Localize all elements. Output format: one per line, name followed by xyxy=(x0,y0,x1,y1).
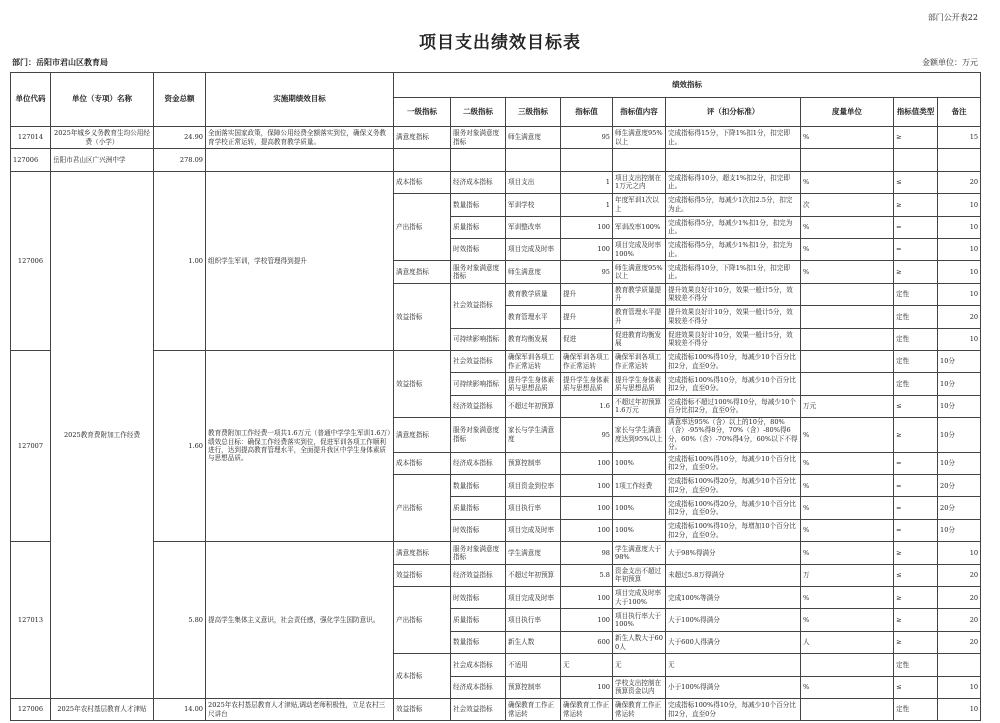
indicator-value: 95 xyxy=(561,127,613,149)
header-measure: 度量单位 xyxy=(801,98,894,127)
indicator-level3: 家长与学生满意度 xyxy=(506,418,561,453)
indicator-type: ≥ xyxy=(894,194,938,216)
indicator-content: 项目完成及时率100% xyxy=(613,238,666,260)
project-name: 2025年农村基层教育人才津贴 xyxy=(51,699,154,721)
indicator-note: 10 xyxy=(938,676,981,698)
indicator-level3: 预算控制率 xyxy=(506,452,561,474)
header-standard: 评（扣分标准） xyxy=(666,98,801,127)
indicator-type: 定性 xyxy=(894,699,938,721)
indicator-measure xyxy=(801,306,894,328)
indicator-level1: 满意度指标 xyxy=(394,542,451,564)
indicator-level2: 质量指标 xyxy=(451,497,506,519)
indicator-level1: 满意度指标 xyxy=(394,418,451,453)
indicator-standard: 提升效果良好计10分，效果一般计5分，效果较差不得分 xyxy=(666,283,801,305)
indicator-level3: 学生满意度 xyxy=(506,542,561,564)
indicator-value: 无 xyxy=(561,654,613,676)
performance-goal: 教育费附加工作经费一项共1.6万元（普通中学学生军训1.6万）绩效总目标：确保工作经费落实到位，促进军训各项工作顺利进行，达到提高教育管理水平，全面提升我区中学生身体素质与思想品质。 xyxy=(206,350,394,541)
indicator-level3: 教育均衡发展 xyxy=(506,328,561,350)
indicator-content: 学生满意度大于98% xyxy=(613,542,666,564)
indicator-value: 100 xyxy=(561,519,613,541)
indicator-note: 10分 xyxy=(938,452,981,474)
indicator-measure: % xyxy=(801,609,894,631)
indicator-standard: 未超过5.8万得满分 xyxy=(666,564,801,586)
header-level2: 二级指标 xyxy=(451,98,506,127)
indicator-note: 10分 xyxy=(938,519,981,541)
performance-goal: 2025年农村基层教育人才津贴,调动老师积极性，立足农村三尺讲台 xyxy=(206,699,394,721)
indicator-level1: 效益指标 xyxy=(394,699,451,721)
indicator-standard: 完成指标得5分，每减少1%扣1分，扣完为止。 xyxy=(666,238,801,260)
indicator-note: 20 xyxy=(938,564,981,586)
indicator-level2: 数量指标 xyxy=(451,194,506,216)
indicator-note: 20分 xyxy=(938,497,981,519)
indicator-level3: 项目完成及时率 xyxy=(506,238,561,260)
indicator-value: 600 xyxy=(561,631,613,653)
indicator-level1: 成本指标 xyxy=(394,171,451,193)
indicator-level2: 质量指标 xyxy=(451,609,506,631)
indicator-content: 新生人数大于600人 xyxy=(613,631,666,653)
indicator-value: 1.6 xyxy=(561,395,613,417)
department-label: 部门：岳阳市君山区教育局 xyxy=(12,57,108,67)
unit-code: 127006 xyxy=(11,171,51,350)
indicator-value: 提升 xyxy=(561,306,613,328)
indicator-level2: 经济成本指标 xyxy=(451,452,506,474)
indicator-level2: 时效指标 xyxy=(451,238,506,260)
indicator-level3 xyxy=(506,149,561,171)
fund-amount: 14.00 xyxy=(154,699,206,721)
indicator-value: 5.8 xyxy=(561,564,613,586)
indicator-type: ≥ xyxy=(894,261,938,283)
indicator-standard: 大于98%得满分 xyxy=(666,542,801,564)
indicator-standard: 完成指标100%得10分，每减少10个百分比扣2分，直至0分。 xyxy=(666,350,801,372)
indicator-type: 定性 xyxy=(894,350,938,372)
indicator-measure: % xyxy=(801,261,894,283)
fund-amount: 278.09 xyxy=(154,149,206,171)
fund-amount: 24.90 xyxy=(154,127,206,149)
indicator-level1: 满意度指标 xyxy=(394,261,451,283)
indicator-level3: 项目完成及时率 xyxy=(506,587,561,609)
indicator-note: 10分 xyxy=(938,395,981,417)
indicator-content: 确保教育工作正常运转 xyxy=(613,699,666,721)
indicator-level1: 产出指标 xyxy=(394,194,451,261)
indicator-measure: 万元 xyxy=(801,395,894,417)
indicator-measure: % xyxy=(801,452,894,474)
indicator-measure: % xyxy=(801,418,894,453)
indicator-measure: % xyxy=(801,676,894,698)
indicator-measure: 万 xyxy=(801,564,894,586)
indicator-value: 确保教育工作正常运转 xyxy=(561,699,613,721)
page-title: 项目支出绩效目标表 xyxy=(419,33,581,53)
header-goal: 实施期绩效目标 xyxy=(206,73,394,127)
indicator-type: ≥ xyxy=(894,609,938,631)
indicator-level2: 数量指标 xyxy=(451,631,506,653)
indicator-measure: % xyxy=(801,475,894,497)
indicator-measure: 人 xyxy=(801,631,894,653)
indicator-level1: 满意度指标 xyxy=(394,127,451,149)
indicator-type: 定性 xyxy=(894,283,938,305)
indicator-measure xyxy=(801,350,894,372)
indicator-note: 20 xyxy=(938,171,981,193)
indicator-standard: 无 xyxy=(666,654,801,676)
indicator-content: 教育管理水平提升 xyxy=(613,306,666,328)
indicator-content: 学校支出控制在预算资金以内 xyxy=(613,676,666,698)
indicator-measure: % xyxy=(801,127,894,149)
indicator-value: 100 xyxy=(561,676,613,698)
indicator-type: ≤ xyxy=(894,395,938,417)
indicator-note xyxy=(938,149,981,171)
indicator-measure xyxy=(801,373,894,395)
unit-code: 127006 xyxy=(11,699,51,721)
indicator-standard: 完成指标100%得10分，每减少10个百分比扣2分，直至0分。 xyxy=(666,452,801,474)
indicator-measure: % xyxy=(801,216,894,238)
indicator-value: 1 xyxy=(561,171,613,193)
indicator-standard: 完成指标得10分，超支1%扣2分，扣完即止。 xyxy=(666,171,801,193)
indicator-standard: 完成指标得5分，每减少1%扣1分，扣完为止。 xyxy=(666,216,801,238)
indicator-level3: 预算控制率 xyxy=(506,676,561,698)
indicator-type: ≤ xyxy=(894,564,938,586)
indicator-standard: 完成100%等满分 xyxy=(666,587,801,609)
indicator-type: ≤ xyxy=(894,676,938,698)
indicator-level3: 不超过年初预算 xyxy=(506,395,561,417)
indicator-level3: 军训学校 xyxy=(506,194,561,216)
indicator-content: 100% xyxy=(613,519,666,541)
indicator-standard: 完成指标100%得10分，每减少10个百分比扣2分，直至0分。 xyxy=(666,373,801,395)
indicator-type: = xyxy=(894,216,938,238)
project-name: 2025年城乡义务教育生均公用经费（小学） xyxy=(51,127,154,149)
indicator-value: 98 xyxy=(561,542,613,564)
indicator-level2: 时效指标 xyxy=(451,587,506,609)
indicator-value: 95 xyxy=(561,261,613,283)
indicator-standard xyxy=(666,149,801,171)
indicator-level1: 成本指标 xyxy=(394,452,451,474)
indicator-standard: 完成指标得10分，下降1%扣1分，扣完即止。 xyxy=(666,261,801,283)
indicator-content: 资金支出不超过年初预算 xyxy=(613,564,666,586)
indicator-note xyxy=(938,654,981,676)
indicator-level3: 确保军训各项工作正常运转 xyxy=(506,350,561,372)
indicator-content: 年度军训1次以上 xyxy=(613,194,666,216)
performance-goal: 全面落实国家政策，保障公用经费全额落实到位，确保义务教育学校正常运转，提高教育教学质量。 xyxy=(206,127,394,149)
indicator-measure xyxy=(801,654,894,676)
indicator-note: 20 xyxy=(938,306,981,328)
indicator-type: 定性 xyxy=(894,306,938,328)
indicator-content: 100% xyxy=(613,497,666,519)
indicator-measure: % xyxy=(801,542,894,564)
indicator-measure: 次 xyxy=(801,194,894,216)
indicator-level3: 军训整改率 xyxy=(506,216,561,238)
indicator-note: 10 xyxy=(938,261,981,283)
indicator-standard: 提升效果良好计10分，效果一般计5分，效果较差不得分 xyxy=(666,306,801,328)
indicator-type: ≥ xyxy=(894,542,938,564)
indicator-content: 促进教育均衡发展 xyxy=(613,328,666,350)
performance-goal: 提高学生集体主义意识，社会责任感，强化学生国防意识。 xyxy=(206,542,394,699)
table-row xyxy=(11,127,981,149)
amount-unit-label: 金额单位：万元 xyxy=(922,58,978,67)
indicator-level2: 经济效益指标 xyxy=(451,564,506,586)
indicator-note: 20 xyxy=(938,609,981,631)
indicator-standard: 完成指标100%得20分，每减少10个百分比扣2分，直至0分。 xyxy=(666,497,801,519)
header-note: 备注 xyxy=(938,98,981,127)
indicator-value: 促进 xyxy=(561,328,613,350)
indicator-value: 100 xyxy=(561,452,613,474)
indicator-content: 师生满意度95%以上 xyxy=(613,127,666,149)
indicator-level2: 社会效益指标 xyxy=(451,350,506,372)
fund-amount: 5.80 xyxy=(154,542,206,699)
header-content: 指标值内容 xyxy=(613,98,666,127)
indicator-level2: 可持续影响指标 xyxy=(451,328,506,350)
header-indicators: 绩效指标 xyxy=(394,73,981,98)
indicator-type: = xyxy=(894,452,938,474)
indicator-content: 提升学生身体素质与思想品质 xyxy=(613,373,666,395)
indicator-content xyxy=(613,149,666,171)
indicator-note: 10 xyxy=(938,699,981,721)
unit-code: 127006 xyxy=(11,149,51,171)
indicator-value: 100 xyxy=(561,497,613,519)
indicator-note: 10 xyxy=(938,328,981,350)
indicator-level3: 提升学生身体素质与思想品质 xyxy=(506,373,561,395)
indicator-level2: 可持续影响指标 xyxy=(451,373,506,395)
indicator-level3: 不适用 xyxy=(506,654,561,676)
header-name: 单位（专项）名称 xyxy=(51,73,154,127)
indicator-level1: 成本指标 xyxy=(394,654,451,699)
indicator-level1: 效益指标 xyxy=(394,283,451,350)
table-row xyxy=(11,350,981,372)
indicator-type: ≤ xyxy=(894,171,938,193)
indicator-level2: 服务对象满意度指标 xyxy=(451,261,506,283)
indicator-content: 项目执行率大于100% xyxy=(613,609,666,631)
performance-target-table xyxy=(10,72,981,721)
indicator-note: 10 xyxy=(938,542,981,564)
indicator-content: 项目支出控制在1万元之内 xyxy=(613,171,666,193)
indicator-type xyxy=(894,149,938,171)
unit-code: 127007 xyxy=(11,350,51,541)
indicator-type: = xyxy=(894,519,938,541)
indicator-standard: 完成指标得5分，每减少1次扣2.5分，扣完为止。 xyxy=(666,194,801,216)
indicator-measure: % xyxy=(801,171,894,193)
indicator-value: 100 xyxy=(561,475,613,497)
indicator-standard: 满意率达95%（含）以上的10分，80%（含）-95%得8分，70%（含）-80%得6分，60%（含）-70%得4分，60%以下不得分。 xyxy=(666,418,801,453)
performance-goal xyxy=(206,149,394,171)
indicator-level2: 社会效益指标 xyxy=(451,283,506,328)
form-number: 部门公开表22 xyxy=(927,13,978,22)
indicator-level1: 产出指标 xyxy=(394,475,451,542)
indicator-content: 军训改率100% xyxy=(613,216,666,238)
indicator-value xyxy=(561,149,613,171)
indicator-level3: 教育教学质量 xyxy=(506,283,561,305)
indicator-type: 定性 xyxy=(894,654,938,676)
indicator-measure: % xyxy=(801,587,894,609)
indicator-level1 xyxy=(394,149,451,171)
indicator-note: 20 xyxy=(938,631,981,653)
indicator-value: 95 xyxy=(561,418,613,453)
indicator-content: 100% xyxy=(613,452,666,474)
fund-amount: 1.60 xyxy=(154,350,206,541)
indicator-standard: 完成指标得15分，下降1%扣1分，扣完即止。 xyxy=(666,127,801,149)
indicator-level2: 经济成本指标 xyxy=(451,171,506,193)
indicator-level2 xyxy=(451,149,506,171)
indicator-note: 10 xyxy=(938,194,981,216)
indicator-level3: 项目支出 xyxy=(506,171,561,193)
indicator-level3: 教育管理水平 xyxy=(506,306,561,328)
indicator-note: 10分 xyxy=(938,373,981,395)
indicator-level2: 社会效益指标 xyxy=(451,699,506,721)
indicator-level3: 师生满意度 xyxy=(506,261,561,283)
indicator-standard: 完成指标100%得10分，每增加10个百分比扣2分，直至0分。 xyxy=(666,519,801,541)
indicator-measure xyxy=(801,283,894,305)
indicator-note: 15 xyxy=(938,127,981,149)
table-row xyxy=(11,699,981,721)
header-level3: 三级指标 xyxy=(506,98,561,127)
indicator-type: = xyxy=(894,475,938,497)
indicator-level3: 不超过年初预算 xyxy=(506,564,561,586)
indicator-level2: 数量指标 xyxy=(451,475,506,497)
indicator-level3: 项目资金到位率 xyxy=(506,475,561,497)
indicator-type: = xyxy=(894,238,938,260)
indicator-type: 定性 xyxy=(894,373,938,395)
indicator-measure xyxy=(801,699,894,721)
indicator-note: 10分 xyxy=(938,418,981,453)
indicator-level2: 质量指标 xyxy=(451,216,506,238)
indicator-level2: 社会成本指标 xyxy=(451,654,506,676)
indicator-content: 师生满意度95%以上 xyxy=(613,261,666,283)
table-row xyxy=(11,149,981,171)
indicator-content: 项目完成及时率大于100% xyxy=(613,587,666,609)
indicator-level1: 效益指标 xyxy=(394,564,451,586)
indicator-standard: 完成指标不超过100%得10分，每减少10个百分比扣2分，直至0分。 xyxy=(666,395,801,417)
indicator-level2: 服务对象满意度指标 xyxy=(451,418,506,453)
indicator-value: 100 xyxy=(561,238,613,260)
indicator-type: 定性 xyxy=(894,328,938,350)
indicator-measure: % xyxy=(801,519,894,541)
indicator-level3: 项目完成及时率 xyxy=(506,519,561,541)
indicator-note: 20分 xyxy=(938,475,981,497)
indicator-value: 1 xyxy=(561,194,613,216)
table-row xyxy=(11,542,981,564)
indicator-level2: 服务对象满意度指标 xyxy=(451,542,506,564)
indicator-level3: 师生满意度 xyxy=(506,127,561,149)
performance-goal: 组织学生军训，学校管理得到提升 xyxy=(206,171,394,350)
indicator-note: 10 xyxy=(938,216,981,238)
indicator-level2: 经济成本指标 xyxy=(451,676,506,698)
indicator-measure: % xyxy=(801,497,894,519)
indicator-level3: 项目执行率 xyxy=(506,609,561,631)
indicator-value: 100 xyxy=(561,609,613,631)
indicator-measure xyxy=(801,328,894,350)
indicator-content: 确保军训各项工作正常运转 xyxy=(613,350,666,372)
indicator-level1: 效益指标 xyxy=(394,350,451,417)
indicator-standard: 大于100%得满分 xyxy=(666,609,801,631)
unit-code: 127014 xyxy=(11,127,51,149)
indicator-content: 1项工作经费 xyxy=(613,475,666,497)
indicator-type: ≥ xyxy=(894,127,938,149)
table-body xyxy=(11,127,981,721)
indicator-type: ≥ xyxy=(894,418,938,453)
indicator-level2: 时效指标 xyxy=(451,519,506,541)
project-name: 岳阳市君山区广兴洲中学 xyxy=(51,149,154,171)
indicator-measure xyxy=(801,149,894,171)
header-value: 指标值 xyxy=(561,98,613,127)
indicator-value: 确保军训各项工作正常运转 xyxy=(561,350,613,372)
indicator-standard: 完成指标100%得10分，每减少10个百分比扣2分，直至0分 xyxy=(666,699,801,721)
indicator-value: 提升学生身体素质与思想品质 xyxy=(561,373,613,395)
indicator-level3: 确保教育工作正常运转 xyxy=(506,699,561,721)
indicator-note: 20 xyxy=(938,587,981,609)
indicator-type: = xyxy=(894,497,938,519)
indicator-measure: % xyxy=(801,238,894,260)
indicator-note: 10 xyxy=(938,283,981,305)
indicator-type: ≥ xyxy=(894,631,938,653)
indicator-level3: 项目执行率 xyxy=(506,497,561,519)
header-level1: 一级指标 xyxy=(394,98,451,127)
indicator-standard: 大于600人得满分 xyxy=(666,631,801,653)
indicator-value: 100 xyxy=(561,587,613,609)
indicator-level2: 服务对象满意度指标 xyxy=(451,127,506,149)
indicator-content: 无 xyxy=(613,654,666,676)
indicator-level1: 产出指标 xyxy=(394,587,451,654)
header-type: 指标值类型 xyxy=(894,98,938,127)
indicator-type: ≥ xyxy=(894,587,938,609)
indicator-value: 提升 xyxy=(561,283,613,305)
indicator-level2: 经济效益指标 xyxy=(451,395,506,417)
indicator-standard: 小于100%得满分 xyxy=(666,676,801,698)
indicator-note: 10 xyxy=(938,238,981,260)
table-row xyxy=(11,171,981,193)
indicator-content: 家长与学生满意度达到95%以上 xyxy=(613,418,666,453)
unit-code: 127013 xyxy=(11,542,51,699)
indicator-content: 不超过年初预算1.6万元 xyxy=(613,395,666,417)
indicator-value: 100 xyxy=(561,216,613,238)
indicator-content: 教育教学质量提升 xyxy=(613,283,666,305)
indicator-note: 10分 xyxy=(938,350,981,372)
project-name: 2025教育费附加工作经费 xyxy=(51,171,154,698)
indicator-level3: 新生人数 xyxy=(506,631,561,653)
indicator-standard: 完成指标100%得20分，每减少10个百分比扣2分，直至0分。 xyxy=(666,475,801,497)
fund-amount: 1.00 xyxy=(154,171,206,350)
indicator-standard: 促进效果良好计10分，效果一般计5分，效果较差不得分 xyxy=(666,328,801,350)
header-amount: 资金总额 xyxy=(154,73,206,127)
header-code: 单位代码 xyxy=(11,73,51,127)
